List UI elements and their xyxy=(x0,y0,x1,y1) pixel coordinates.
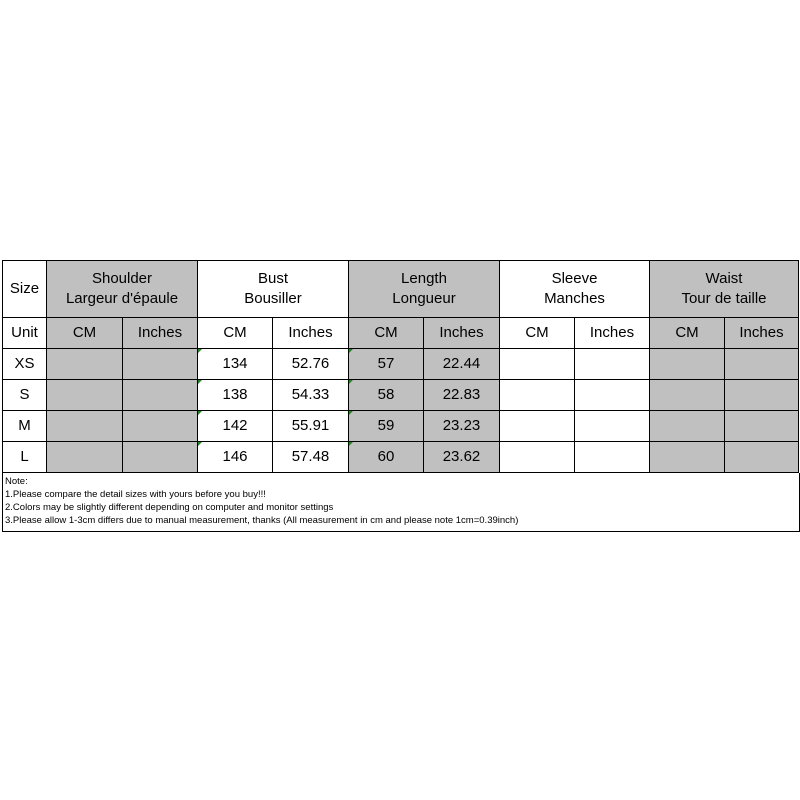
bust-inches-unit: Inches xyxy=(273,318,349,349)
length-cm-cell: 60 xyxy=(349,442,424,473)
size-cell: S xyxy=(3,380,47,411)
unit-label: Unit xyxy=(3,318,47,349)
table-row xyxy=(3,349,799,380)
note-line: 3.Please allow 1-3cm differs due to manual measurement, thanks (All measurement in cm and please note 1cm=0.39inch) xyxy=(5,515,519,526)
header-en: Bust xyxy=(257,270,288,287)
notes-box xyxy=(2,473,800,532)
length-cm-cell: 57 xyxy=(349,349,424,380)
waist-inches-cell xyxy=(725,349,799,380)
notes-title: Note: xyxy=(5,476,28,487)
length-header xyxy=(349,261,500,318)
sleeve-inches-cell xyxy=(575,380,650,411)
size-cell: L xyxy=(3,442,47,473)
waist-cm-cell xyxy=(650,349,725,380)
bust-cm-unit: CM xyxy=(198,318,273,349)
sleeve-cm-cell xyxy=(500,349,575,380)
header-en: Length xyxy=(401,270,447,287)
shoulder-cm-cell xyxy=(47,442,123,473)
unit-row xyxy=(3,318,799,349)
sleeve-cm-unit: CM xyxy=(500,318,575,349)
waist-inches-cell xyxy=(725,442,799,473)
size-header: Size xyxy=(3,261,47,318)
bust-cm-cell: 134 xyxy=(198,349,273,380)
waist-cm-cell xyxy=(650,380,725,411)
waist-header xyxy=(650,261,799,318)
shoulder-inches-cell xyxy=(123,380,198,411)
length-inches-cell: 22.44 xyxy=(424,349,500,380)
note-line: 2.Colors may be slightly different depending on computer and monitor settings xyxy=(5,502,334,513)
note-line: 1.Please compare the detail sizes with yours before you buy!!! xyxy=(5,489,266,500)
table-row xyxy=(3,380,799,411)
length-cm-cell: 58 xyxy=(349,380,424,411)
waist-cm-cell xyxy=(650,411,725,442)
sleeve-inches-cell xyxy=(575,411,650,442)
header-fr: Bousiller xyxy=(244,290,302,307)
header-fr: Manches xyxy=(544,290,605,307)
size-cell: XS xyxy=(3,349,47,380)
bust-inches-cell: 55.91 xyxy=(273,411,349,442)
sleeve-inches-unit: Inches xyxy=(575,318,650,349)
shoulder-cm-unit: CM xyxy=(47,318,123,349)
header-fr: Largeur d'épaule xyxy=(65,290,179,307)
bust-cm-cell: 146 xyxy=(198,442,273,473)
shoulder-inches-cell xyxy=(123,411,198,442)
bust-cm-cell: 138 xyxy=(198,380,273,411)
waist-inches-unit: Inches xyxy=(725,318,799,349)
bust-inches-cell: 52.76 xyxy=(273,349,349,380)
shoulder-header xyxy=(47,261,198,318)
sleeve-header xyxy=(500,261,650,318)
shoulder-inches-unit: Inches xyxy=(123,318,198,349)
header-en: Waist xyxy=(705,270,743,287)
bust-header xyxy=(198,261,349,318)
header-en: Sleeve xyxy=(551,270,598,287)
table-row xyxy=(3,411,799,442)
shoulder-cm-cell xyxy=(47,411,123,442)
size-chart xyxy=(2,260,798,532)
sleeve-inches-cell xyxy=(575,442,650,473)
sleeve-cm-cell xyxy=(500,380,575,411)
length-inches-unit: Inches xyxy=(424,318,500,349)
shoulder-cm-cell xyxy=(47,349,123,380)
length-inches-cell: 23.62 xyxy=(424,442,500,473)
waist-cm-unit: CM xyxy=(650,318,725,349)
header-row xyxy=(3,261,799,318)
bust-cm-cell: 142 xyxy=(198,411,273,442)
waist-inches-cell xyxy=(725,380,799,411)
shoulder-cm-cell xyxy=(47,380,123,411)
size-cell: M xyxy=(3,411,47,442)
bust-inches-cell: 54.33 xyxy=(273,380,349,411)
shoulder-inches-cell xyxy=(123,349,198,380)
shoulder-inches-cell xyxy=(123,442,198,473)
table-row xyxy=(3,442,799,473)
header-fr: Tour de taille xyxy=(681,290,767,307)
sleeve-cm-cell xyxy=(500,411,575,442)
sleeve-cm-cell xyxy=(500,442,575,473)
length-cm-unit: CM xyxy=(349,318,424,349)
length-inches-cell: 22.83 xyxy=(424,380,500,411)
sleeve-inches-cell xyxy=(575,349,650,380)
waist-inches-cell xyxy=(725,411,799,442)
waist-cm-cell xyxy=(650,442,725,473)
header-en: Shoulder xyxy=(91,270,153,287)
header-fr: Longueur xyxy=(392,290,456,307)
size-table xyxy=(2,260,799,473)
bust-inches-cell: 57.48 xyxy=(273,442,349,473)
length-inches-cell: 23.23 xyxy=(424,411,500,442)
length-cm-cell: 59 xyxy=(349,411,424,442)
